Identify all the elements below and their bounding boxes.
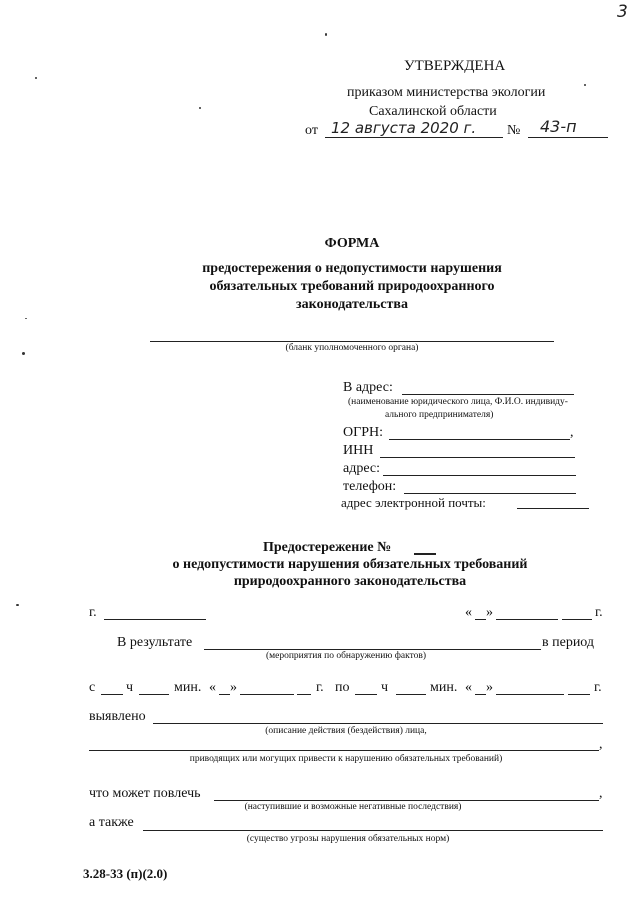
scan-speck — [22, 352, 25, 355]
form-title-line-3: законодательства — [296, 297, 408, 312]
consequences-line — [214, 800, 599, 801]
date-day-line — [475, 619, 486, 620]
approval-line-1: приказом министерства экологии — [347, 85, 546, 100]
found-label: выявлено — [89, 709, 146, 724]
warning-title-line-2: о недопустимости нарушения обязательных требований — [172, 557, 528, 572]
inn-label: ИНН — [343, 443, 374, 458]
period-h2-line — [355, 694, 377, 695]
period-min-1: мин. — [174, 680, 202, 695]
period-year2-line — [568, 694, 590, 695]
found-comma: , — [599, 737, 603, 752]
approval-from-label: от — [305, 123, 318, 138]
found-caption-1: (описание действия (бездействия) лица, — [265, 726, 427, 736]
scan-speck — [16, 604, 19, 606]
city-line — [104, 619, 206, 620]
scan-speck — [325, 33, 327, 36]
approval-number-label: № — [507, 123, 521, 138]
period-m2-line — [396, 694, 426, 695]
city-prefix: г. — [89, 605, 97, 620]
approval-number-line — [528, 137, 608, 138]
found-line-2 — [89, 750, 599, 751]
date-year-line — [562, 619, 592, 620]
consequences-label: что может повлечь — [89, 786, 201, 801]
period-year-2: г. — [594, 680, 602, 695]
consequences-comma: , — [599, 786, 603, 801]
inn-line — [380, 457, 575, 458]
address-caption-2: ального предпринимателя) — [385, 410, 494, 420]
period-quote-open-1: « — [209, 680, 216, 695]
result-label: В результате — [117, 635, 193, 650]
scan-speck — [25, 318, 27, 319]
warning-title-line-1: Предостережение № — [263, 540, 392, 555]
form-heading: ФОРМА — [324, 236, 380, 251]
blank-line — [150, 341, 554, 342]
ogrn-line — [389, 439, 570, 440]
period-month2-line — [496, 694, 564, 695]
consequences-caption: (наступившие и возможные негативные последствия) — [244, 802, 462, 812]
approval-date-handwritten: 12 августа 2020 г. — [331, 119, 477, 137]
period-month1-line — [240, 694, 294, 695]
period-from: с — [89, 680, 96, 695]
also-label: а также — [89, 815, 134, 830]
scan-speck — [584, 84, 586, 86]
ogrn-label: ОГРН: — [343, 425, 383, 440]
date-month-line — [496, 619, 558, 620]
also-line — [143, 830, 603, 831]
date-quote-close: » — [486, 605, 493, 620]
period-year-1: г. — [316, 680, 324, 695]
result-suffix: в период — [542, 635, 595, 650]
form-title-line-2: обязательных требований природоохранного — [209, 279, 495, 294]
period-to: по — [335, 680, 350, 695]
result-line — [204, 649, 541, 650]
phone-label: телефон: — [343, 479, 397, 494]
date-quote-open: « — [465, 605, 472, 620]
period-year1-line — [297, 694, 311, 695]
period-h1-line — [101, 694, 123, 695]
period-quote-close-1: » — [230, 680, 237, 695]
email-line — [517, 508, 589, 509]
blank-caption: (бланк уполномоченного органа) — [285, 343, 419, 353]
period-m1-line — [139, 694, 169, 695]
approval-line-2: Сахалинской области — [369, 104, 497, 119]
period-day2-line — [475, 694, 486, 695]
approval-date-line — [325, 137, 503, 138]
phone-line — [404, 493, 576, 494]
approval-number-handwritten: 43-п — [540, 117, 577, 136]
addr-label: адрес: — [343, 461, 381, 476]
period-hours-2: ч — [381, 680, 389, 695]
warning-number-line — [414, 553, 436, 555]
addr-line — [383, 475, 576, 476]
result-caption: (мероприятия по обнаружению фактов) — [265, 651, 427, 661]
approval-title: УТВЕРЖДЕНА — [404, 58, 506, 74]
found-line-1 — [153, 723, 603, 724]
page-number: 3 — [617, 2, 628, 22]
period-min-2: мин. — [430, 680, 458, 695]
email-label: адрес электронной почты: — [341, 495, 486, 510]
form-title-line-1: предостережения о недопустимости нарушения — [202, 261, 502, 276]
also-caption: (существо угрозы нарушения обязательных норм) — [246, 834, 450, 844]
period-quote-close-2: » — [486, 680, 493, 695]
address-caption-1: (наименование юридического лица, Ф.И.О. индивиду- — [348, 397, 568, 407]
ogrn-comma: , — [570, 425, 574, 440]
warning-title-line-3: природоохранного законодательства — [233, 574, 467, 589]
footer-code: 3.28-33 (п)(2.0) — [83, 866, 168, 881]
address-label: В адрес: — [343, 380, 393, 395]
found-caption-2: приводящих или могущих привести к нарушению обязательных требований) — [189, 754, 503, 764]
scan-speck — [35, 77, 37, 79]
scan-speck — [199, 107, 201, 109]
date-year-suffix: г. — [595, 605, 603, 620]
period-hours-1: ч — [126, 680, 134, 695]
period-day1-line — [219, 694, 230, 695]
address-line — [402, 394, 574, 395]
period-quote-open-2: « — [465, 680, 472, 695]
